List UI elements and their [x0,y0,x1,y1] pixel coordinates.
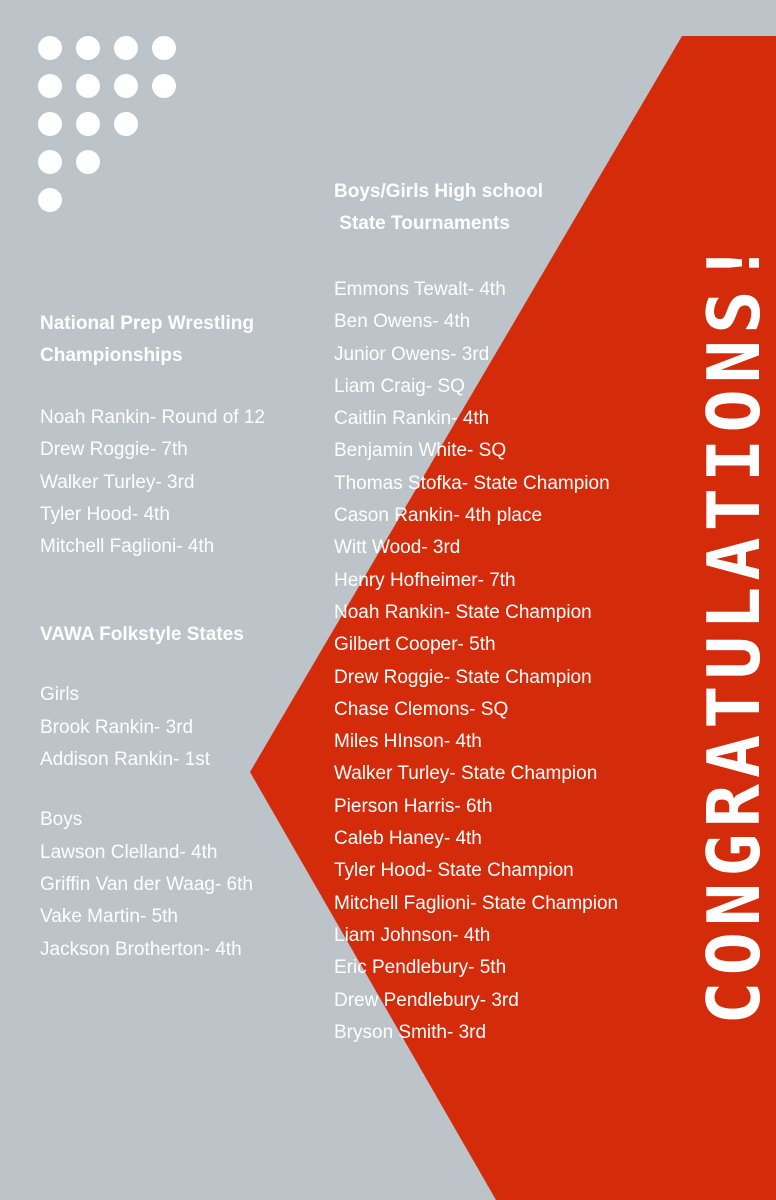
vawa-heading: VAWA Folkstyle States [40,624,244,646]
result-item: Tyler Hood- 4th [40,503,170,525]
logo-dot [76,36,100,60]
result-item: Walker Turley- State Champion [334,763,598,785]
state-heading: Boys/Girls High school [334,181,544,202]
result-item: Witt Wood- 3rd [334,537,461,559]
result-item: Bryson Smith- 3rd [334,1021,487,1043]
result-item: Liam Craig- SQ [334,375,465,397]
girls-label: Girls [40,684,80,706]
result-item: Griffin Van der Waag- 6th [40,873,253,895]
result-item: Walker Turley- 3rd [40,471,195,493]
result-item: Caitlin Rankin- 4th [334,408,490,430]
result-item: Noah Rankin- Round of 12 [40,407,265,428]
state-results [334,274,694,1049]
logo-dot [152,74,176,98]
national-prep-heading-line2: Championships [40,345,183,366]
result-item: Drew Roggie- 7th [40,439,188,461]
result-item: Lawson Clelland- 4th [40,841,218,863]
logo-dot [38,150,62,174]
result-item: Benjamin White- SQ [334,440,507,462]
logo-dot [38,36,62,60]
result-item: Drew Roggie- State Champion [334,666,592,688]
result-item: Caleb Haney- 4th [334,828,482,850]
result-item: Miles HInson- 4th [334,731,482,753]
boys-label: Boys [40,809,83,831]
result-item: Chase Clemons- SQ [334,698,509,720]
result-item: Henry Hofheimer- 7th [334,569,516,591]
result-item: Vake Martin- 5th [40,906,178,928]
result-item: Thomas Stofka- State Champion [334,472,610,494]
result-item: Mitchell Faglioni- 4th [40,536,215,558]
result-item: Ben Owens- 4th [334,311,471,333]
result-item: Pierson Harris- 6th [334,795,493,817]
result-item: Liam Johnson- 4th [334,924,491,946]
congratulations-banner: CONGRATULATIONS! [692,235,776,1025]
dot-grid-logo [38,36,198,226]
logo-dot [76,74,100,98]
logo-dot [114,74,138,98]
state-heading-line2: State Tournaments [334,213,510,234]
logo-dot [152,36,176,60]
result-item: Cason Rankin- 4th place [334,505,543,527]
result-item: Brook Rankin- 3rd [40,716,194,738]
result-item: Drew Pendlebury- 3rd [334,989,519,1011]
result-item: Noah Rankin- State Champion [334,601,592,623]
result-item: Junior Owens- 3rd [334,343,490,365]
right-column [334,176,694,1049]
result-item: Tyler Hood- State Champion [334,860,574,882]
vawa-boys-results [40,837,320,966]
logo-dot [114,112,138,136]
logo-dot [38,188,62,212]
result-item: Mitchell Faglioni- State Champion [334,892,619,914]
result-item: Eric Pendlebury- 5th [334,957,507,979]
logo-dot [76,112,100,136]
result-item: Addison Rankin- 1st [40,749,211,771]
result-item: Emmons Tewalt- 4th [334,279,506,300]
logo-dot [114,36,138,60]
result-item: Jackson Brotherton- 4th [40,938,242,960]
result-item: Gilbert Cooper- 5th [334,634,496,656]
left-column [40,308,320,966]
logo-dot [76,150,100,174]
logo-dot [38,74,62,98]
vawa-girls-results [40,712,320,777]
national-prep-results [40,402,320,563]
national-prep-heading: National Prep Wrestling [40,313,254,334]
logo-dot [38,112,62,136]
